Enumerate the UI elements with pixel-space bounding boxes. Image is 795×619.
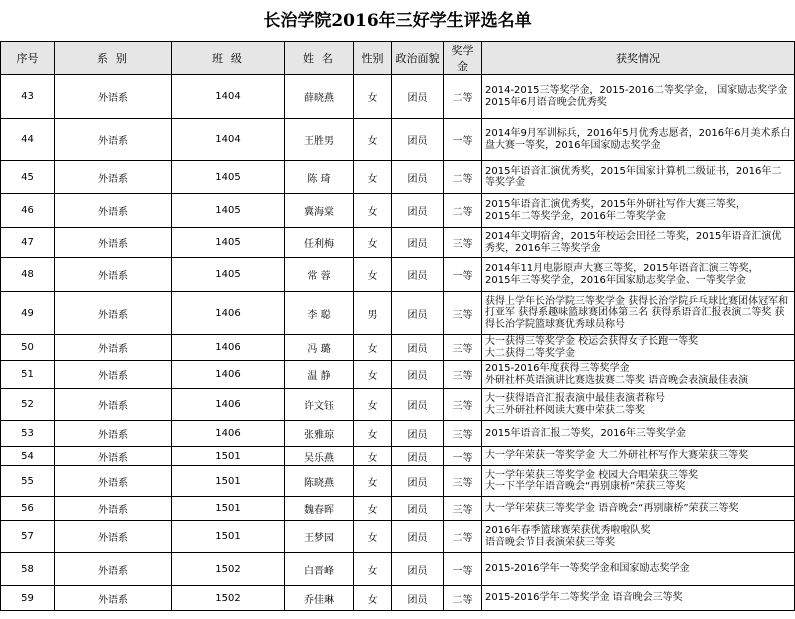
cell-dept: 外语系 xyxy=(55,421,172,447)
header-dept: 系 别 xyxy=(55,42,172,75)
cell-awards xyxy=(482,447,795,466)
cell-sex: 女 xyxy=(354,553,392,586)
cell-name: 张雅琼 xyxy=(285,421,354,447)
cell-class: 1405 xyxy=(172,161,285,194)
cell-sex: 女 xyxy=(354,361,392,389)
cell-name: 陈晓燕 xyxy=(285,466,354,497)
cell-scholarship: 二等 xyxy=(444,75,482,119)
cell-scholarship: 三等 xyxy=(444,292,482,335)
cell-sex: 女 xyxy=(354,586,392,611)
cell-name: 温 静 xyxy=(285,361,354,389)
table-row xyxy=(1,389,795,421)
cell-awards xyxy=(482,389,795,421)
table-row xyxy=(1,421,795,447)
award-line: 获得上学年长治学院三等奖学金 获得长治学院乒乓球比赛团体冠军和打亚军 获得系趣味篮球赛团体第三名 获得系语音汇报表演二等奖 获得长治学院篮球赛优秀球员称号 xyxy=(485,295,789,330)
cell-no: 50 xyxy=(1,335,55,361)
cell-no: 57 xyxy=(1,521,55,553)
header-awards: 获奖情况 xyxy=(482,42,795,75)
table-row xyxy=(1,497,795,521)
cell-no: 54 xyxy=(1,447,55,466)
award-line: 2015年三等奖学金，2016年国家励志奖学金、一等奖学金 xyxy=(485,274,746,286)
cell-dept: 外语系 xyxy=(55,75,172,119)
award-line: 大一获得语音汇报表演中最佳表演者称号 xyxy=(485,393,665,404)
cell-scholarship: 三等 xyxy=(444,421,482,447)
cell-name: 王梦园 xyxy=(285,521,354,553)
cell-sex: 女 xyxy=(354,389,392,421)
cell-sex: 女 xyxy=(354,258,392,292)
cell-party: 团员 xyxy=(392,497,444,521)
award-line: 2015年二等奖学金，2016年二等奖学金 xyxy=(485,210,666,222)
cell-party: 团员 xyxy=(392,161,444,194)
cell-sex: 女 xyxy=(354,421,392,447)
award-line: 2015-2016学年一等奖学金和国家励志奖学金 xyxy=(485,563,690,575)
cell-dept: 外语系 xyxy=(55,389,172,421)
page-title: 长治学院2016年三好学生评选名单 xyxy=(263,11,532,31)
cell-name: 吴乐燕 xyxy=(285,447,354,466)
cell-no: 46 xyxy=(1,194,55,228)
table-row xyxy=(1,75,795,119)
table-row xyxy=(1,161,795,194)
table-row xyxy=(1,361,795,389)
cell-sex: 女 xyxy=(354,335,392,361)
cell-dept: 外语系 xyxy=(55,335,172,361)
student-table xyxy=(0,41,795,611)
cell-awards xyxy=(482,292,795,335)
cell-sex: 男 xyxy=(354,292,392,335)
cell-class: 1502 xyxy=(172,553,285,586)
cell-awards xyxy=(482,228,795,258)
cell-name: 任利梅 xyxy=(285,228,354,258)
cell-class: 1501 xyxy=(172,497,285,521)
award-line: 2015-2016学年二等奖学金 语音晚会三等奖 xyxy=(485,592,683,604)
cell-name: 王胜男 xyxy=(285,119,354,161)
cell-party: 团员 xyxy=(392,361,444,389)
award-line: 2015年6月语音晚会优秀奖 xyxy=(485,96,607,108)
cell-sex: 女 xyxy=(354,447,392,466)
table-row xyxy=(1,466,795,497)
table-header-row xyxy=(1,42,795,75)
cell-party: 团员 xyxy=(392,466,444,497)
cell-name: 魏春晖 xyxy=(285,497,354,521)
cell-dept: 外语系 xyxy=(55,258,172,292)
cell-no: 43 xyxy=(1,75,55,119)
cell-dept: 外语系 xyxy=(55,447,172,466)
cell-sex: 女 xyxy=(354,75,392,119)
cell-awards xyxy=(482,497,795,521)
table-row xyxy=(1,586,795,611)
award-line: 2015年语音汇演优秀奖，2015年国家计算机二级证书，2016年二等奖学金 xyxy=(485,165,782,188)
cell-sex: 女 xyxy=(354,228,392,258)
cell-name: 陈 琦 xyxy=(285,161,354,194)
cell-name: 李 聪 xyxy=(285,292,354,335)
cell-scholarship: 三等 xyxy=(444,335,482,361)
cell-scholarship: 一等 xyxy=(444,258,482,292)
award-line: 2014年9月军训标兵，2016年5月优秀志愿者，2016年6月美术系白盘大赛一等奖，2016年国家励志奖学金 xyxy=(485,128,791,151)
cell-name: 常 蓉 xyxy=(285,258,354,292)
cell-scholarship: 三等 xyxy=(444,361,482,389)
cell-awards xyxy=(482,194,795,228)
cell-class: 1406 xyxy=(172,421,285,447)
cell-scholarship: 一等 xyxy=(444,119,482,161)
cell-party: 团员 xyxy=(392,258,444,292)
table-row xyxy=(1,447,795,466)
table-row xyxy=(1,228,795,258)
cell-dept: 外语系 xyxy=(55,292,172,335)
cell-class: 1501 xyxy=(172,466,285,497)
cell-awards xyxy=(482,521,795,553)
cell-class: 1406 xyxy=(172,361,285,389)
cell-no: 51 xyxy=(1,361,55,389)
cell-party: 团员 xyxy=(392,389,444,421)
cell-scholarship: 二等 xyxy=(444,194,482,228)
cell-sex: 女 xyxy=(354,497,392,521)
cell-dept: 外语系 xyxy=(55,497,172,521)
table-row xyxy=(1,258,795,292)
award-line: 语音晚会节目表演荣获三等奖 xyxy=(485,536,615,548)
cell-name: 许文钰 xyxy=(285,389,354,421)
cell-scholarship: 三等 xyxy=(444,228,482,258)
cell-class: 1406 xyxy=(172,389,285,421)
header-sex: 性别 xyxy=(354,42,392,75)
cell-class: 1406 xyxy=(172,292,285,335)
cell-class: 1502 xyxy=(172,586,285,611)
cell-class: 1405 xyxy=(172,258,285,292)
cell-name: 白晋峰 xyxy=(285,553,354,586)
cell-no: 56 xyxy=(1,497,55,521)
table-body xyxy=(1,75,795,611)
cell-dept: 外语系 xyxy=(55,521,172,553)
award-line: 2014-2015三等奖学金，2015-2016二等奖学金， 国家励志奖学金 xyxy=(485,85,788,96)
cell-awards xyxy=(482,258,795,292)
cell-scholarship: 二等 xyxy=(444,161,482,194)
cell-party: 团员 xyxy=(392,586,444,611)
cell-class: 1501 xyxy=(172,521,285,553)
header-scholarship: 奖学金 xyxy=(444,42,482,75)
cell-dept: 外语系 xyxy=(55,161,172,194)
header-party: 政治面貌 xyxy=(392,42,444,75)
cell-party: 团员 xyxy=(392,75,444,119)
award-line: 大一学年荣获一等奖学金 大二外研社杯写作大赛荣获三等奖 xyxy=(485,450,749,462)
header-no: 序号 xyxy=(1,42,55,75)
cell-name: 冀海棠 xyxy=(285,194,354,228)
cell-awards xyxy=(482,421,795,447)
award-line: 大一学年荣获三等奖学金 校园大合唱荣获三等奖 xyxy=(485,469,699,481)
table-row xyxy=(1,194,795,228)
cell-no: 47 xyxy=(1,228,55,258)
cell-no: 44 xyxy=(1,119,55,161)
cell-dept: 外语系 xyxy=(55,119,172,161)
award-line: 大二获得二等奖学金 xyxy=(485,347,575,359)
award-line: 大一学年荣获三等奖学金 语音晚会“再别康桥”荣获三等奖 xyxy=(485,502,739,514)
cell-party: 团员 xyxy=(392,521,444,553)
award-line: 2015-2016年度获得三等奖学金 xyxy=(485,363,630,374)
award-line: 2014年11月电影原声大赛三等奖，2015年语音汇演三等奖， xyxy=(485,263,759,274)
cell-awards xyxy=(482,586,795,611)
cell-party: 团员 xyxy=(392,553,444,586)
cell-scholarship: 一等 xyxy=(444,447,482,466)
cell-sex: 女 xyxy=(354,194,392,228)
cell-scholarship: 一等 xyxy=(444,553,482,586)
cell-party: 团员 xyxy=(392,421,444,447)
cell-scholarship: 三等 xyxy=(444,497,482,521)
cell-no: 49 xyxy=(1,292,55,335)
cell-awards xyxy=(482,466,795,497)
cell-name: 薛晓燕 xyxy=(285,75,354,119)
cell-scholarship: 二等 xyxy=(444,521,482,553)
cell-dept: 外语系 xyxy=(55,361,172,389)
table-row xyxy=(1,553,795,586)
cell-scholarship: 三等 xyxy=(444,389,482,421)
cell-party: 团员 xyxy=(392,292,444,335)
cell-class: 1404 xyxy=(172,119,285,161)
cell-no: 53 xyxy=(1,421,55,447)
cell-class: 1406 xyxy=(172,335,285,361)
cell-sex: 女 xyxy=(354,466,392,497)
cell-dept: 外语系 xyxy=(55,228,172,258)
cell-party: 团员 xyxy=(392,119,444,161)
cell-no: 52 xyxy=(1,389,55,421)
award-line: 2014年文明宿舍，2015年校运会田径二等奖，2015年语音汇演优秀奖，2016年三等奖学金 xyxy=(485,231,782,254)
award-line: 2016年春季篮球赛荣获优秀啦啦队奖 xyxy=(485,525,651,536)
cell-party: 团员 xyxy=(392,194,444,228)
header-name: 姓 名 xyxy=(285,42,354,75)
header-class: 班 级 xyxy=(172,42,285,75)
award-line: 2015年语音汇演优秀奖，2015年外研社写作大赛三等奖， xyxy=(485,199,746,210)
cell-no: 45 xyxy=(1,161,55,194)
cell-class: 1404 xyxy=(172,75,285,119)
cell-class: 1405 xyxy=(172,194,285,228)
cell-scholarship: 二等 xyxy=(444,586,482,611)
cell-no: 58 xyxy=(1,553,55,586)
cell-name: 乔佳琳 xyxy=(285,586,354,611)
table-row xyxy=(1,335,795,361)
award-line: 大一下半学年语音晚会“再别康桥”荣获三等奖 xyxy=(485,481,686,492)
cell-party: 团员 xyxy=(392,228,444,258)
cell-name: 冯 璐 xyxy=(285,335,354,361)
table-row xyxy=(1,521,795,553)
cell-dept: 外语系 xyxy=(55,553,172,586)
cell-scholarship: 三等 xyxy=(444,466,482,497)
cell-awards xyxy=(482,553,795,586)
cell-awards xyxy=(482,119,795,161)
cell-class: 1405 xyxy=(172,228,285,258)
cell-class: 1501 xyxy=(172,447,285,466)
award-line: 大三外研社杯阅读大赛中荣获二等奖 xyxy=(485,404,645,416)
cell-no: 48 xyxy=(1,258,55,292)
table-row xyxy=(1,292,795,335)
cell-no: 59 xyxy=(1,586,55,611)
cell-sex: 女 xyxy=(354,521,392,553)
cell-no: 55 xyxy=(1,466,55,497)
cell-dept: 外语系 xyxy=(55,194,172,228)
cell-sex: 女 xyxy=(354,161,392,194)
cell-awards xyxy=(482,361,795,389)
cell-party: 团员 xyxy=(392,447,444,466)
cell-party: 团员 xyxy=(392,335,444,361)
cell-dept: 外语系 xyxy=(55,586,172,611)
cell-awards xyxy=(482,335,795,361)
award-line: 大一获得三等奖学金 校运会获得女子长跑一等奖 xyxy=(485,336,699,347)
cell-awards xyxy=(482,75,795,119)
cell-sex: 女 xyxy=(354,119,392,161)
award-line: 2015年语音汇报二等奖，2016年三等奖学金 xyxy=(485,427,686,439)
award-line: 外研社杯英语演讲比赛选拔赛二等奖 语音晚会表演最佳表演 xyxy=(485,374,749,386)
table-row xyxy=(1,119,795,161)
cell-awards xyxy=(482,161,795,194)
cell-dept: 外语系 xyxy=(55,466,172,497)
